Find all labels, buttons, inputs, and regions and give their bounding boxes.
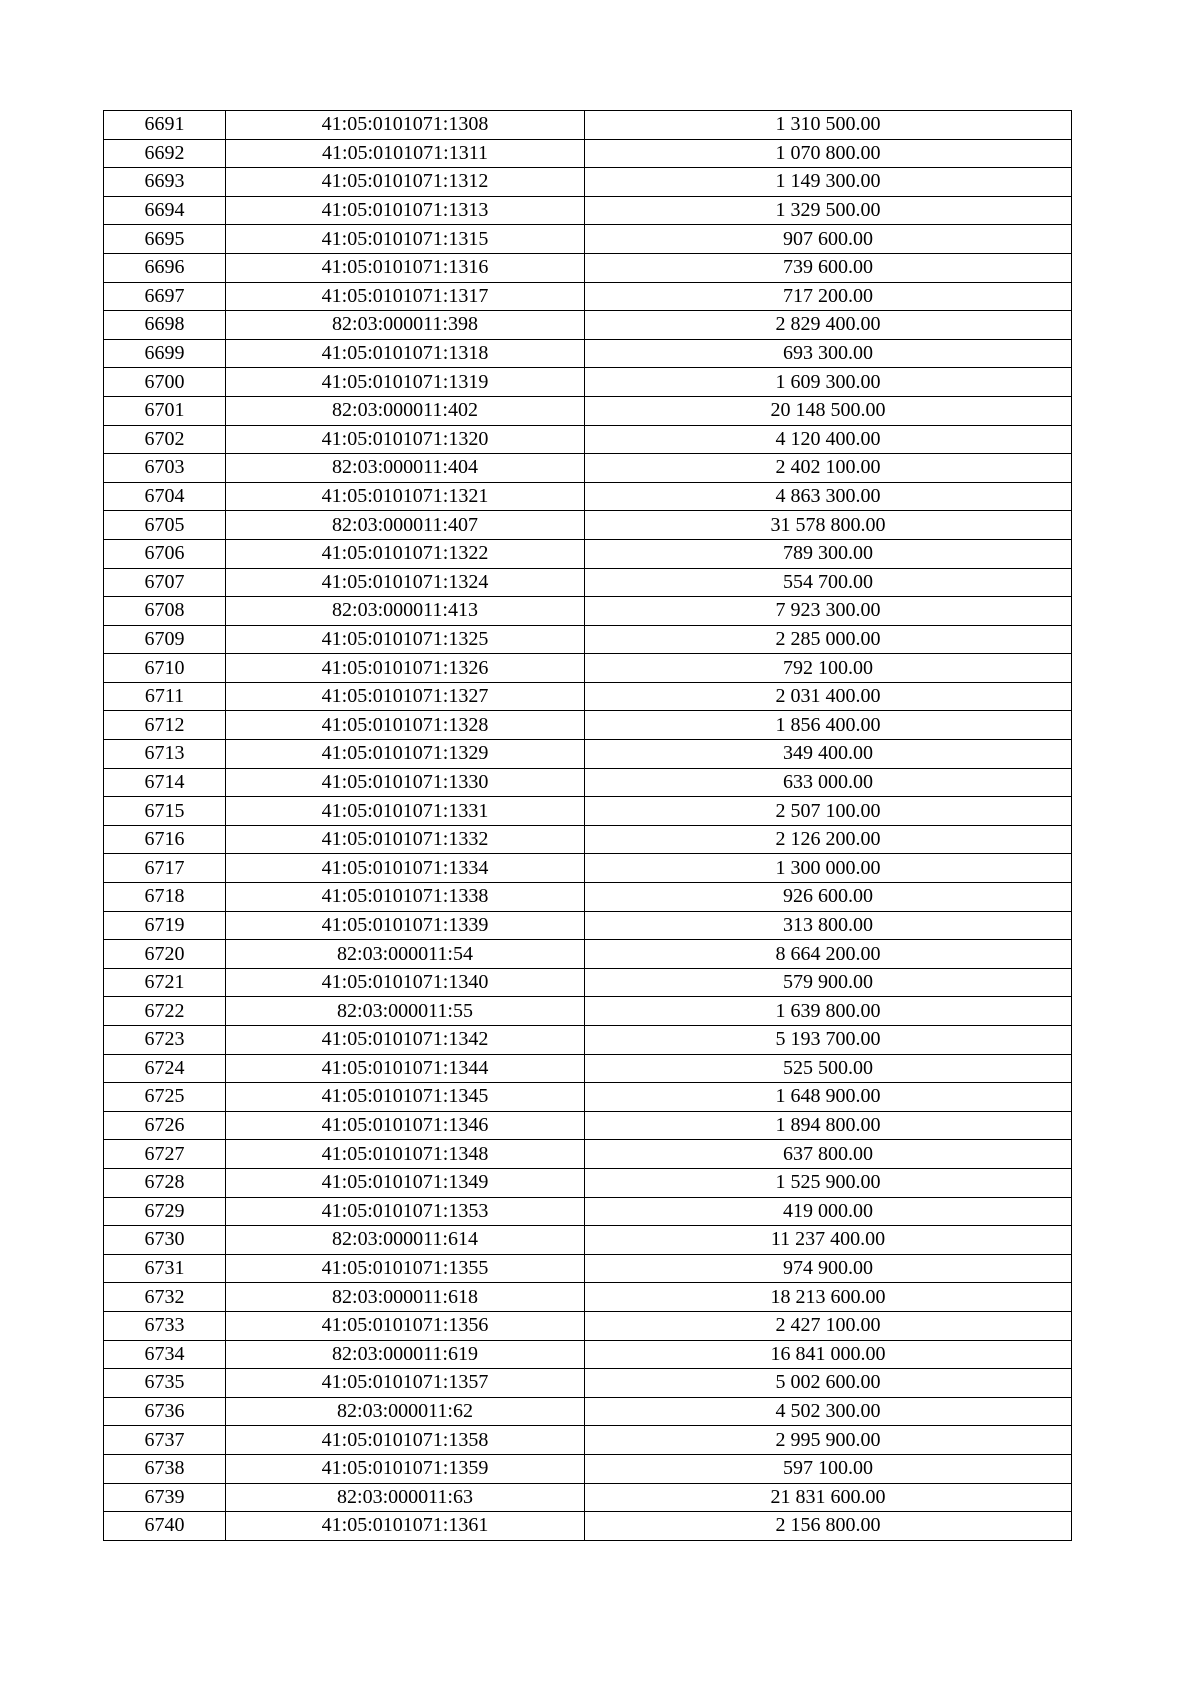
cadastral-number-cell: 41:05:0101071:1325 [226,625,585,654]
table-row [104,425,1072,454]
row-number-cell: 6735 [104,1369,226,1398]
cadastral-number-cell: 41:05:0101071:1344 [226,1054,585,1083]
cadastral-number-cell: 41:05:0101071:1361 [226,1512,585,1541]
row-number-cell: 6712 [104,711,226,740]
row-number-cell: 6731 [104,1254,226,1283]
value-cell: 349 400.00 [585,740,1072,769]
table-row [104,625,1072,654]
cadastral-number-cell: 82:03:000011:62 [226,1397,585,1426]
table-row [104,797,1072,826]
table-row [104,1311,1072,1340]
value-cell: 2 402 100.00 [585,454,1072,483]
row-number-cell: 6719 [104,911,226,940]
table-row [104,597,1072,626]
cadastral-number-cell: 41:05:0101071:1316 [226,253,585,282]
cadastral-number-cell: 41:05:0101071:1345 [226,1083,585,1112]
value-cell: 20 148 500.00 [585,396,1072,425]
value-cell: 1 856 400.00 [585,711,1072,740]
table-row [104,568,1072,597]
value-cell: 525 500.00 [585,1054,1072,1083]
table-row [104,682,1072,711]
value-cell: 18 213 600.00 [585,1283,1072,1312]
row-number-cell: 6695 [104,225,226,254]
cadastral-number-cell: 41:05:0101071:1355 [226,1254,585,1283]
cadastral-number-cell: 41:05:0101071:1342 [226,1026,585,1055]
value-cell: 554 700.00 [585,568,1072,597]
cadastral-number-cell: 41:05:0101071:1359 [226,1454,585,1483]
cadastral-value-table [103,110,1072,1541]
cadastral-number-cell: 41:05:0101071:1315 [226,225,585,254]
cadastral-number-cell: 41:05:0101071:1317 [226,282,585,311]
table-row [104,883,1072,912]
cadastral-number-cell: 41:05:0101071:1358 [226,1426,585,1455]
table-row [104,1083,1072,1112]
row-number-cell: 6703 [104,454,226,483]
cadastral-number-cell: 82:03:000011:55 [226,997,585,1026]
value-cell: 974 900.00 [585,1254,1072,1283]
table-row [104,454,1072,483]
value-cell: 1 329 500.00 [585,196,1072,225]
row-number-cell: 6738 [104,1454,226,1483]
cadastral-number-cell: 41:05:0101071:1308 [226,111,585,140]
row-number-cell: 6692 [104,139,226,168]
value-cell: 2 995 900.00 [585,1426,1072,1455]
cadastral-number-cell: 41:05:0101071:1348 [226,1140,585,1169]
row-number-cell: 6724 [104,1054,226,1083]
row-number-cell: 6727 [104,1140,226,1169]
table-row [104,740,1072,769]
row-number-cell: 6710 [104,654,226,683]
cadastral-number-cell: 41:05:0101071:1318 [226,339,585,368]
row-number-cell: 6737 [104,1426,226,1455]
table-row [104,168,1072,197]
row-number-cell: 6740 [104,1512,226,1541]
row-number-cell: 6708 [104,597,226,626]
row-number-cell: 6705 [104,511,226,540]
value-cell: 4 863 300.00 [585,482,1072,511]
cadastral-number-cell: 41:05:0101071:1313 [226,196,585,225]
cadastral-number-cell: 41:05:0101071:1356 [226,1311,585,1340]
value-cell: 2 156 800.00 [585,1512,1072,1541]
row-number-cell: 6726 [104,1111,226,1140]
row-number-cell: 6720 [104,940,226,969]
table-row [104,1512,1072,1541]
row-number-cell: 6717 [104,854,226,883]
table-row [104,940,1072,969]
value-cell: 789 300.00 [585,539,1072,568]
cadastral-number-cell: 41:05:0101071:1321 [226,482,585,511]
value-cell: 4 502 300.00 [585,1397,1072,1426]
cadastral-number-cell: 41:05:0101071:1327 [226,682,585,711]
table-row [104,396,1072,425]
cadastral-number-cell: 41:05:0101071:1326 [226,654,585,683]
cadastral-number-cell: 82:03:000011:407 [226,511,585,540]
value-cell: 1 149 300.00 [585,168,1072,197]
table-row [104,1168,1072,1197]
row-number-cell: 6732 [104,1283,226,1312]
value-cell: 1 310 500.00 [585,111,1072,140]
value-cell: 11 237 400.00 [585,1226,1072,1255]
table-row [104,1283,1072,1312]
value-cell: 313 800.00 [585,911,1072,940]
row-number-cell: 6734 [104,1340,226,1369]
table-row [104,1226,1072,1255]
table-row [104,1340,1072,1369]
value-cell: 637 800.00 [585,1140,1072,1169]
cadastral-number-cell: 41:05:0101071:1346 [226,1111,585,1140]
value-cell: 7 923 300.00 [585,597,1072,626]
row-number-cell: 6714 [104,768,226,797]
row-number-cell: 6696 [104,253,226,282]
row-number-cell: 6736 [104,1397,226,1426]
cadastral-number-cell: 41:05:0101071:1353 [226,1197,585,1226]
cadastral-number-cell: 41:05:0101071:1339 [226,911,585,940]
value-cell: 16 841 000.00 [585,1340,1072,1369]
value-cell: 2 285 000.00 [585,625,1072,654]
table-body [104,111,1072,1541]
value-cell: 2 031 400.00 [585,682,1072,711]
cadastral-number-cell: 41:05:0101071:1329 [226,740,585,769]
value-cell: 1 894 800.00 [585,1111,1072,1140]
cadastral-number-cell: 41:05:0101071:1328 [226,711,585,740]
cadastral-number-cell: 41:05:0101071:1330 [226,768,585,797]
cadastral-number-cell: 41:05:0101071:1349 [226,1168,585,1197]
value-cell: 8 664 200.00 [585,940,1072,969]
table-row [104,511,1072,540]
table-row [104,825,1072,854]
value-cell: 2 507 100.00 [585,797,1072,826]
table-row [104,711,1072,740]
value-cell: 926 600.00 [585,883,1072,912]
row-number-cell: 6730 [104,1226,226,1255]
value-cell: 717 200.00 [585,282,1072,311]
table-row [104,196,1072,225]
cadastral-number-cell: 82:03:000011:618 [226,1283,585,1312]
row-number-cell: 6729 [104,1197,226,1226]
row-number-cell: 6711 [104,682,226,711]
row-number-cell: 6709 [104,625,226,654]
table-row [104,1254,1072,1283]
row-number-cell: 6713 [104,740,226,769]
row-number-cell: 6718 [104,883,226,912]
row-number-cell: 6698 [104,311,226,340]
value-cell: 1 609 300.00 [585,368,1072,397]
cadastral-number-cell: 41:05:0101071:1324 [226,568,585,597]
value-cell: 693 300.00 [585,339,1072,368]
table-row [104,1397,1072,1426]
table-row [104,1426,1072,1455]
table-row [104,253,1072,282]
row-number-cell: 6707 [104,568,226,597]
value-cell: 907 600.00 [585,225,1072,254]
row-number-cell: 6691 [104,111,226,140]
table-row [104,1483,1072,1512]
value-cell: 579 900.00 [585,968,1072,997]
table-row [104,339,1072,368]
row-number-cell: 6723 [104,1026,226,1055]
row-number-cell: 6733 [104,1311,226,1340]
value-cell: 5 193 700.00 [585,1026,1072,1055]
row-number-cell: 6699 [104,339,226,368]
table-row [104,282,1072,311]
value-cell: 2 829 400.00 [585,311,1072,340]
row-number-cell: 6721 [104,968,226,997]
value-cell: 1 648 900.00 [585,1083,1072,1112]
table-row [104,539,1072,568]
value-cell: 792 100.00 [585,654,1072,683]
row-number-cell: 6701 [104,396,226,425]
cadastral-number-cell: 41:05:0101071:1320 [226,425,585,454]
cadastral-number-cell: 82:03:000011:54 [226,940,585,969]
cadastral-number-cell: 82:03:000011:614 [226,1226,585,1255]
row-number-cell: 6702 [104,425,226,454]
cadastral-number-cell: 41:05:0101071:1319 [226,368,585,397]
row-number-cell: 6697 [104,282,226,311]
cadastral-number-cell: 41:05:0101071:1322 [226,539,585,568]
row-number-cell: 6716 [104,825,226,854]
table-row [104,1454,1072,1483]
table-row [104,1369,1072,1398]
table-row [104,911,1072,940]
value-cell: 597 100.00 [585,1454,1072,1483]
row-number-cell: 6739 [104,1483,226,1512]
table-row [104,368,1072,397]
table-row [104,654,1072,683]
cadastral-number-cell: 82:03:000011:398 [226,311,585,340]
row-number-cell: 6728 [104,1168,226,1197]
cadastral-number-cell: 82:03:000011:402 [226,396,585,425]
row-number-cell: 6693 [104,168,226,197]
value-cell: 419 000.00 [585,1197,1072,1226]
value-cell: 633 000.00 [585,768,1072,797]
table-row [104,1111,1072,1140]
cadastral-number-cell: 41:05:0101071:1338 [226,883,585,912]
table-row [104,139,1072,168]
row-number-cell: 6706 [104,539,226,568]
table-row [104,1197,1072,1226]
table-row [104,1140,1072,1169]
table-row [104,997,1072,1026]
table-row [104,854,1072,883]
value-cell: 2 427 100.00 [585,1311,1072,1340]
row-number-cell: 6700 [104,368,226,397]
table-row [104,225,1072,254]
row-number-cell: 6715 [104,797,226,826]
cadastral-number-cell: 41:05:0101071:1357 [226,1369,585,1398]
value-cell: 4 120 400.00 [585,425,1072,454]
table-row [104,111,1072,140]
value-cell: 1 525 900.00 [585,1168,1072,1197]
cadastral-number-cell: 82:03:000011:63 [226,1483,585,1512]
cadastral-number-cell: 41:05:0101071:1312 [226,168,585,197]
row-number-cell: 6725 [104,1083,226,1112]
value-cell: 21 831 600.00 [585,1483,1072,1512]
cadastral-number-cell: 41:05:0101071:1340 [226,968,585,997]
value-cell: 2 126 200.00 [585,825,1072,854]
value-cell: 31 578 800.00 [585,511,1072,540]
value-cell: 1 070 800.00 [585,139,1072,168]
cadastral-number-cell: 41:05:0101071:1311 [226,139,585,168]
value-cell: 1 300 000.00 [585,854,1072,883]
cadastral-number-cell: 41:05:0101071:1332 [226,825,585,854]
table-row [104,311,1072,340]
row-number-cell: 6704 [104,482,226,511]
cadastral-number-cell: 82:03:000011:413 [226,597,585,626]
cadastral-number-cell: 41:05:0101071:1334 [226,854,585,883]
table-row [104,968,1072,997]
value-cell: 5 002 600.00 [585,1369,1072,1398]
table-row [104,1054,1072,1083]
cadastral-number-cell: 82:03:000011:404 [226,454,585,483]
row-number-cell: 6722 [104,997,226,1026]
cadastral-number-cell: 82:03:000011:619 [226,1340,585,1369]
value-cell: 739 600.00 [585,253,1072,282]
value-cell: 1 639 800.00 [585,997,1072,1026]
table-row [104,768,1072,797]
table-row [104,1026,1072,1055]
row-number-cell: 6694 [104,196,226,225]
cadastral-number-cell: 41:05:0101071:1331 [226,797,585,826]
table-row [104,482,1072,511]
